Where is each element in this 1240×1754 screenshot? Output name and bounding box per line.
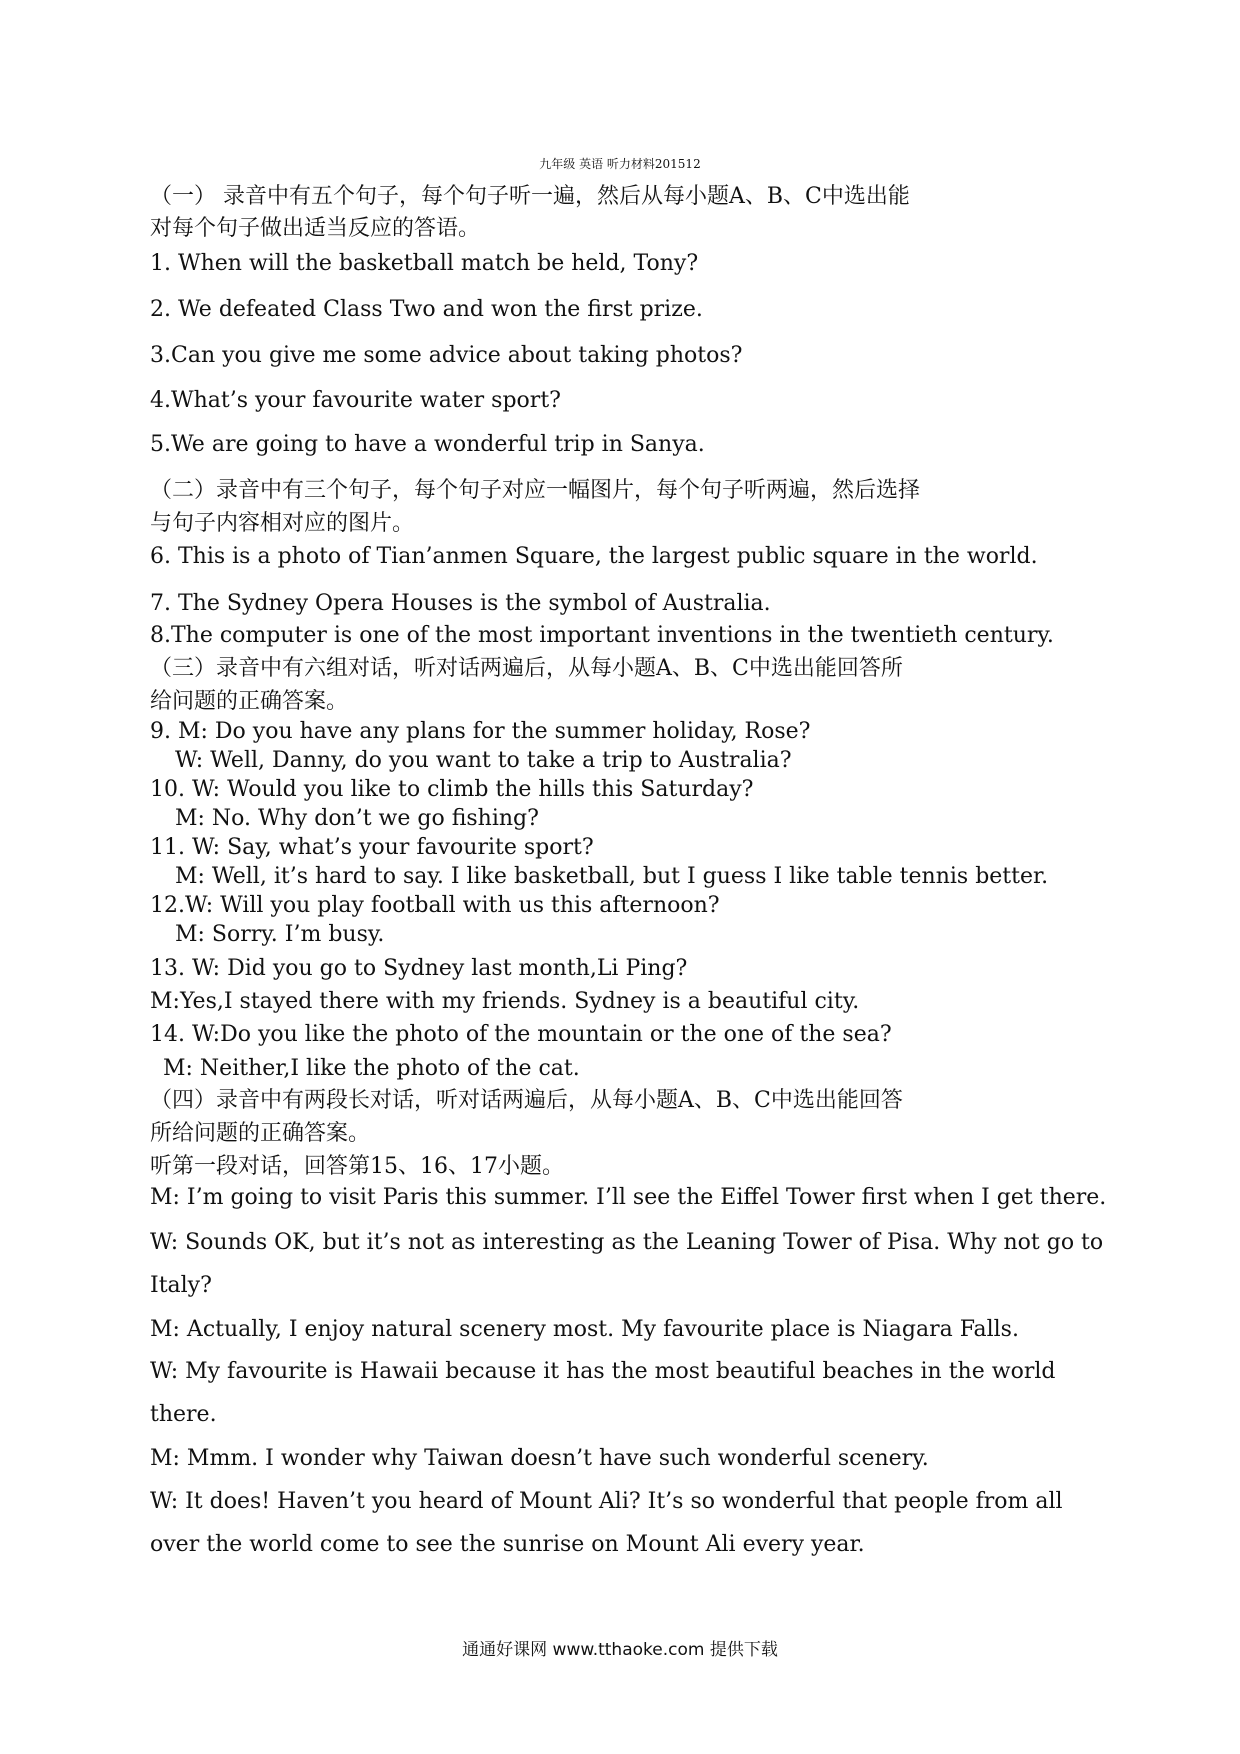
page-footer: 通通好课网 www.tthaoke.com 提供下载 — [462, 1640, 778, 1660]
question-7: 7. The Sydney Opera Houses is the symbol of Australia. — [150, 591, 771, 616]
section-2-instruction-line-1: （二）录音中有三个句子，每个句子对应一幅图片，每个句子听两遍，然后选择 — [150, 478, 921, 503]
section-4-instruction-line-2: 所给问题的正确答案。 — [150, 1121, 371, 1146]
dialogue-11-m: M: Well, it’s hard to say. I like basketball, but I guess I like table tennis better. — [175, 864, 1049, 889]
dialogue-12-w: 12.W: Will you play football with us this afternoon? — [150, 893, 720, 918]
dialogue-12-m: M: Sorry. I’m busy. — [175, 922, 385, 947]
long-dialogue-line: W: My favourite is Hawaii because it has the most beautiful beaches in the world — [150, 1359, 1056, 1384]
section-3-instruction-line-1: （三）录音中有六组对话，听对话两遍后，从每小题A、B、C中选出能回答所 — [150, 656, 903, 681]
page-title: 九年级 英语 听力材料201512 — [539, 157, 701, 171]
question-5: 5.We are going to have a wonderful trip in Sanya. — [150, 432, 705, 457]
section-1-instruction-line-2: 对每个句子做出适当反应的答语。 — [150, 216, 481, 241]
long-dialogue-line: Italy? — [150, 1273, 212, 1298]
long-dialogue-line: there. — [150, 1402, 217, 1427]
question-2: 2. We defeated Class Two and won the first prize. — [150, 297, 703, 322]
dialogue-13-w: 13. W: Did you go to Sydney last month,Li Ping? — [150, 956, 688, 981]
question-1: 1. When will the basketball match be held, Tony? — [150, 251, 699, 276]
dialogue-10-w: 10. W: Would you like to climb the hills this Saturday? — [150, 777, 754, 802]
dialogue-14-m: M: Neither,I like the photo of the cat. — [163, 1056, 580, 1081]
section-1-instruction-line-1: （一） 录音中有五个句子，每个句子听一遍，然后从每小题A、B、C中选出能 — [150, 184, 910, 209]
question-8: 8.The computer is one of the most important inventions in the twentieth century. — [150, 623, 1054, 648]
section-2-instruction-line-2: 与句子内容相对应的图片。 — [150, 511, 415, 536]
section-4-instruction-line-1: （四）录音中有两段长对话，听对话两遍后，从每小题A、B、C中选出能回答 — [150, 1088, 903, 1113]
long-dialogue-line: M: I’m going to visit Paris this summer. I’ll see the Eiffel Tower first when I get there. — [150, 1185, 1107, 1210]
section-3-instruction-line-2: 给问题的正确答案。 — [150, 689, 349, 714]
long-dialogue-line: W: It does! Haven’t you heard of Mount Ali? It’s so wonderful that people from all — [150, 1489, 1063, 1514]
dialogue-9-w: W: Well, Danny, do you want to take a trip to Australia? — [175, 748, 792, 773]
long-dialogue-line: M: Actually, I enjoy natural scenery most. My favourite place is Niagara Falls. — [150, 1317, 1019, 1342]
dialogue-14-w: 14. W:Do you like the photo of the mountain or the one of the sea? — [150, 1022, 892, 1047]
section-4-sub-instruction: 听第一段对话，回答第15、16、17小题。 — [150, 1154, 564, 1179]
question-3: 3.Can you give me some advice about taking photos? — [150, 343, 743, 368]
question-4: 4.What’s your favourite water sport? — [150, 388, 561, 413]
question-6: 6. This is a photo of Tian’anmen Square, the largest public square in the world. — [150, 544, 1038, 569]
long-dialogue-line: over the world come to see the sunrise on Mount Ali every year. — [150, 1532, 865, 1557]
long-dialogue-line: W: Sounds OK, but it’s not as interesting as the Leaning Tower of Pisa. Why not go to — [150, 1230, 1104, 1255]
long-dialogue-line: M: Mmm. I wonder why Taiwan doesn’t have such wonderful scenery. — [150, 1446, 929, 1471]
dialogue-9-m: 9. M: Do you have any plans for the summer holiday, Rose? — [150, 719, 811, 744]
dialogue-11-w: 11. W: Say, what’s your favourite sport? — [150, 835, 594, 860]
dialogue-10-m: M: No. Why don’t we go fishing? — [175, 806, 539, 831]
dialogue-13-m: M:Yes,I stayed there with my friends. Sydney is a beautiful city. — [150, 989, 860, 1014]
